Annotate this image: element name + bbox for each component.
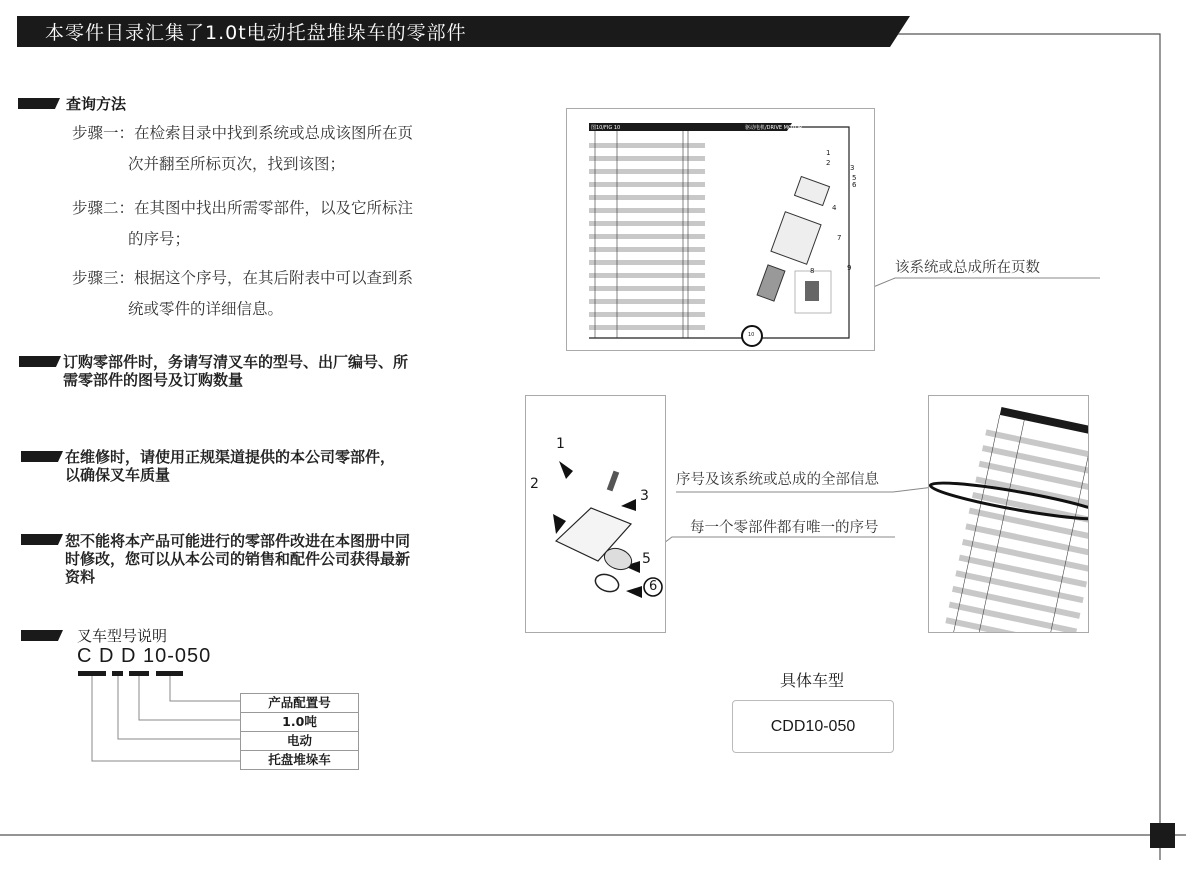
step-text: 在检索目录中找到系统或总成该图所在页 bbox=[134, 124, 414, 142]
parts-list-illustration bbox=[929, 396, 1088, 632]
part-number: 6 bbox=[852, 181, 857, 189]
step-3 bbox=[72, 263, 413, 325]
step-label: 步骤一： bbox=[72, 124, 135, 142]
part-number: 5 bbox=[852, 174, 857, 182]
model-code: C D D 10-050 bbox=[77, 645, 212, 667]
part-number: 1 bbox=[826, 149, 831, 157]
callout-page-number: 该系统或总成所在页数 bbox=[895, 260, 1040, 276]
part-number: 1 bbox=[556, 436, 565, 452]
meaning-config: 产品配置号 bbox=[241, 694, 358, 713]
note-ordering bbox=[63, 353, 408, 389]
part-number: 7 bbox=[837, 234, 842, 242]
note-line: 恕不能将本产品可能进行的零部件改进在本图册中同 bbox=[65, 532, 411, 550]
note-line: 订购零部件时，务请写清叉车的型号、出厂编号、所 bbox=[63, 353, 409, 371]
model-segment-bar bbox=[156, 671, 183, 676]
section-marker bbox=[21, 630, 63, 641]
query-method-heading: 查询方法 bbox=[66, 95, 127, 113]
step-text: 统或零件的详细信息。 bbox=[128, 300, 284, 318]
section-marker bbox=[21, 534, 63, 545]
thumbnail-fig-label: 图10/FIG 10 bbox=[591, 125, 621, 131]
exploded-parts-illustration bbox=[526, 396, 665, 632]
part-number: 3 bbox=[640, 488, 649, 504]
step-2 bbox=[72, 193, 413, 255]
part-number: 9 bbox=[847, 264, 852, 272]
part-number: 5 bbox=[642, 551, 651, 567]
part-number: 2 bbox=[530, 476, 539, 492]
section-marker bbox=[19, 356, 61, 367]
model-segment-bar bbox=[112, 671, 123, 676]
step-text: 的序号； bbox=[128, 230, 191, 248]
specific-model-value: CDD10-050 bbox=[770, 717, 856, 735]
specific-model-label: 具体车型 bbox=[780, 671, 845, 690]
meaning-type: 托盘堆垛车 bbox=[268, 752, 331, 767]
note-line: 在维修时，请使用正规渠道提供的本公司零部件， bbox=[65, 448, 396, 466]
catalog-page-thumbnail bbox=[566, 108, 875, 351]
part-number-highlighted: 6 bbox=[649, 579, 658, 594]
thumbnail-section-label: 驱动电机/DRIVE MOTOR bbox=[745, 125, 803, 131]
model-meaning-table bbox=[240, 693, 359, 770]
page-number: 10 bbox=[748, 332, 755, 338]
section-marker bbox=[21, 451, 63, 462]
specific-model-box bbox=[732, 700, 894, 753]
parts-list-detail bbox=[928, 395, 1089, 633]
step-label: 步骤三： bbox=[72, 269, 135, 287]
catalog-page-illustration bbox=[567, 109, 874, 350]
step-1 bbox=[72, 118, 413, 180]
part-number: 4 bbox=[832, 204, 837, 212]
step-text: 次并翻至所标页次，找到该图； bbox=[128, 155, 346, 173]
step-text: 根据这个序号，在其后附表中可以查到系 bbox=[134, 269, 414, 287]
model-segment-bar bbox=[78, 671, 106, 676]
model-segment-bar bbox=[129, 671, 149, 676]
note-line: 以确保叉车质量 bbox=[65, 466, 171, 484]
meaning-capacity: 1.0吨 bbox=[241, 713, 358, 732]
part-number: 3 bbox=[850, 164, 855, 172]
page-title: 本零件目录汇集了1.0t电动托盘堆垛车的零部件 bbox=[45, 22, 467, 44]
section-marker bbox=[18, 98, 60, 109]
meaning-electric: 电动 bbox=[241, 732, 358, 751]
note-line: 时修改，您可以从本公司的销售和配件公司获得最新 bbox=[65, 550, 411, 568]
exploded-view-detail bbox=[525, 395, 666, 633]
part-number: 2 bbox=[826, 159, 831, 167]
callout-full-info: 序号及该系统或总成的全部信息 bbox=[676, 472, 879, 488]
note-maintenance bbox=[65, 448, 395, 484]
callout-unique-number: 每一个零部件都有唯一的序号 bbox=[690, 520, 879, 536]
note-line: 资料 bbox=[65, 568, 96, 586]
note-improvement bbox=[65, 532, 410, 586]
step-label: 步骤二： bbox=[72, 199, 135, 217]
model-explanation-heading: 叉车型号说明 bbox=[77, 627, 168, 645]
note-line: 需零部件的图号及订购数量 bbox=[63, 371, 244, 389]
step-text: 在其图中找出所需零部件，以及它所标注 bbox=[134, 199, 414, 217]
part-number: 8 bbox=[810, 267, 815, 275]
